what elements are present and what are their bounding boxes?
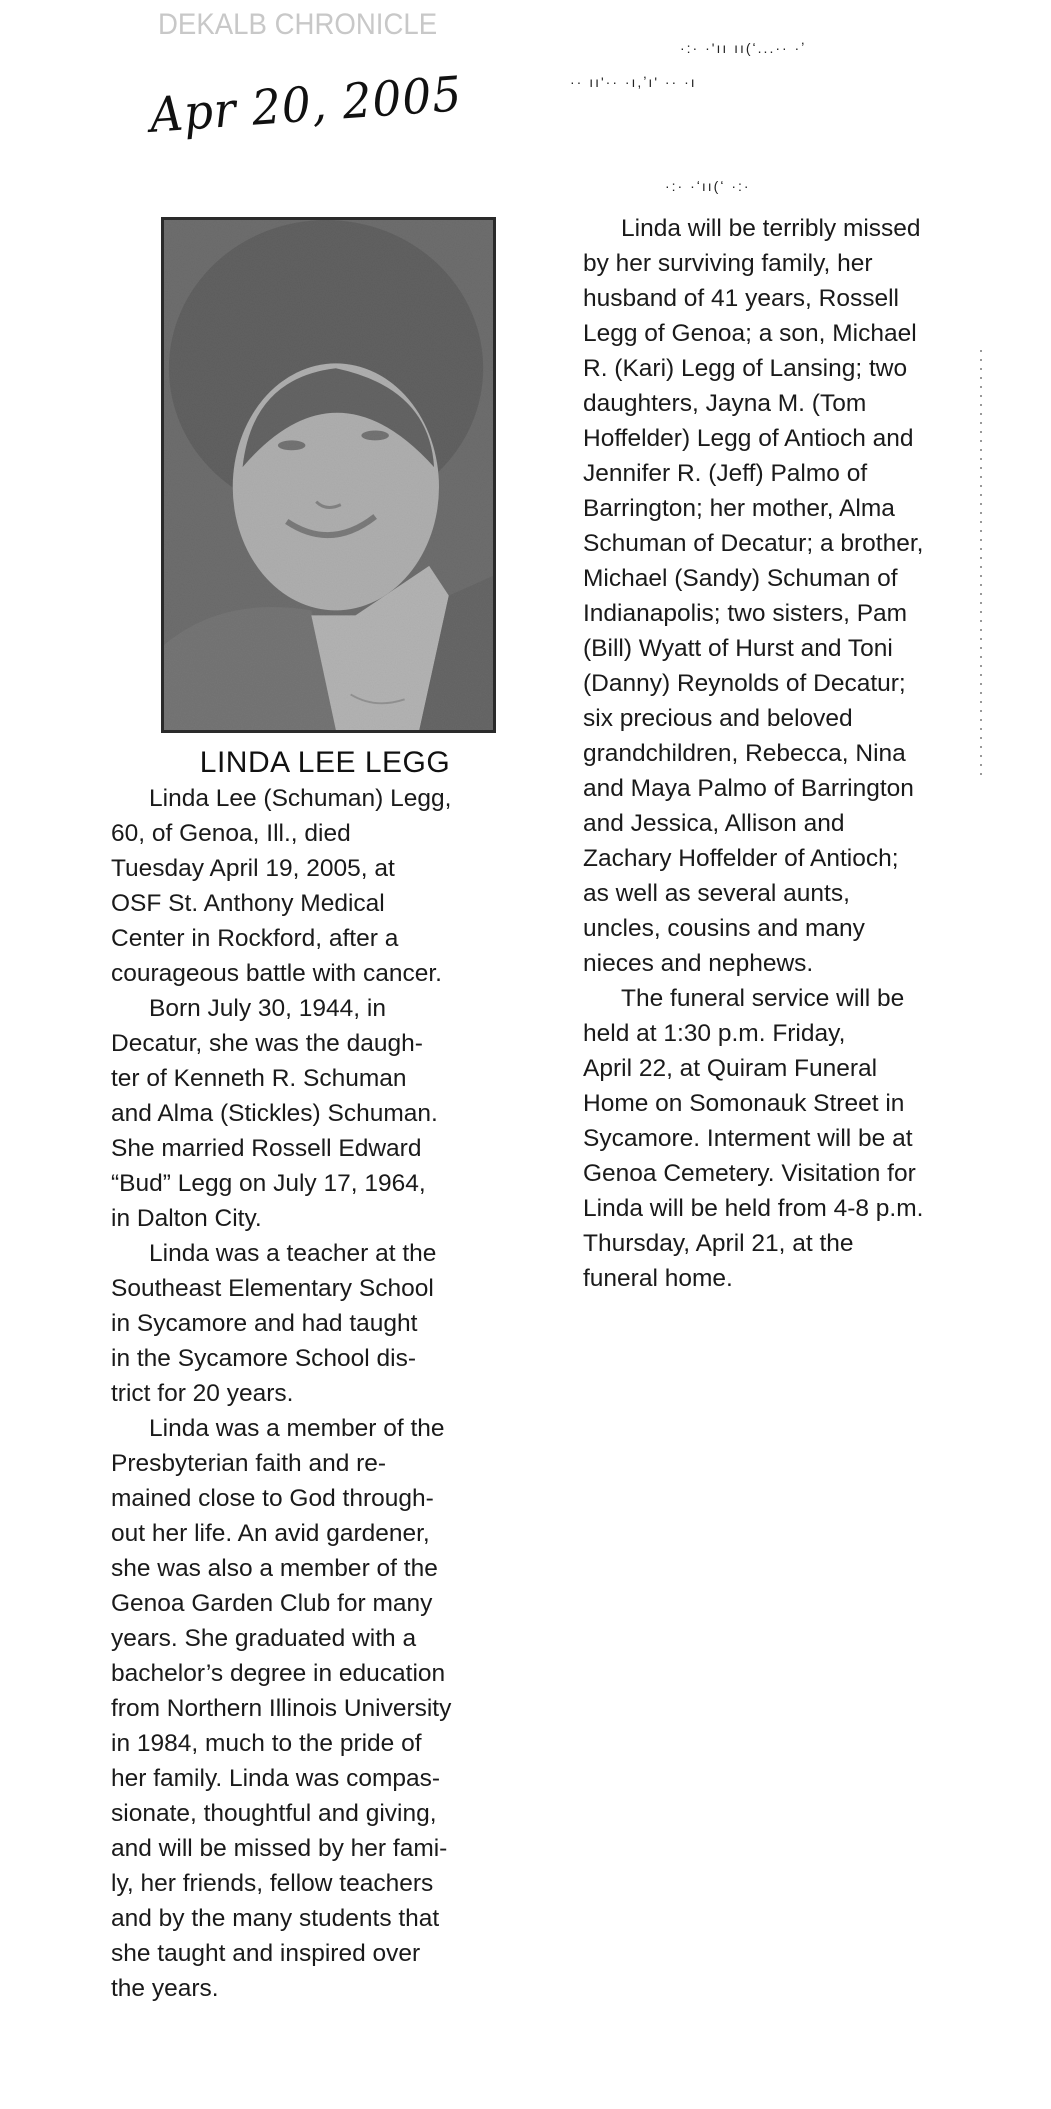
text-line: Sycamore. Interment will be at <box>583 1125 913 1152</box>
text-line: Indianapolis; two sisters, Pam <box>583 600 908 627</box>
text-line: nieces and nephews. <box>583 950 814 977</box>
text-line: and Jessica, Allison and <box>583 810 845 837</box>
text-line: Center in Rockford, after a <box>111 925 399 952</box>
text-line: Decatur, she was the daugh- <box>111 1030 423 1057</box>
text-line: Home on Somonauk Street in <box>583 1090 905 1117</box>
text-line: she was also a member of the <box>111 1555 438 1582</box>
text-line: April 22, at Quiram Funeral <box>583 1055 878 1082</box>
text-line: and Maya Palmo of Barrington <box>583 775 914 802</box>
text-line: (Danny) Reynolds of Decatur; <box>583 670 906 697</box>
text-line: ly, her friends, fellow teachers <box>111 1870 434 1897</box>
text-line: years. She graduated with a <box>111 1625 417 1652</box>
scan-noise: ·:· ·'ıı ıı(ʻ...·· ·ʼ <box>680 40 807 56</box>
text-line: courageous battle with cancer. <box>111 960 442 987</box>
text-line: and will be missed by her fami- <box>111 1835 448 1862</box>
text-line: Linda was a member of the <box>149 1415 445 1442</box>
text-line: uncles, cousins and many <box>583 915 865 942</box>
text-line: trict for 20 years. <box>111 1380 294 1407</box>
text-line: the years. <box>111 1975 219 2002</box>
text-line: Genoa Garden Club for many <box>111 1590 433 1617</box>
scan-noise: ·· ıı'·· ·ı,ʼı' ·· ·ı <box>570 74 697 90</box>
text-line: OSF St. Anthony Medical <box>111 890 385 917</box>
text-line: as well as several aunts, <box>583 880 850 907</box>
text-line: mained close to God through- <box>111 1485 434 1512</box>
text-line: The funeral service will be <box>621 985 905 1012</box>
text-line: she taught and inspired over <box>111 1940 421 1967</box>
text-line: out her life. An avid gardener, <box>111 1520 430 1547</box>
text-line: Genoa Cemetery. Visitation for <box>583 1160 916 1187</box>
text-line: six precious and beloved <box>583 705 853 732</box>
newspaper-masthead: DEKALB CHRONICLE <box>158 8 438 41</box>
text-line: in Dalton City. <box>111 1205 262 1232</box>
text-line: Linda will be terribly missed <box>621 215 921 242</box>
left-column <box>111 781 451 2006</box>
text-line: daughters, Jayna M. (Tom <box>583 390 867 417</box>
scan-margin-mark <box>980 350 982 780</box>
text-line: Legg of Genoa; a son, Michael <box>583 320 917 347</box>
text-line: and Alma (Stickles) Schuman. <box>111 1100 438 1127</box>
text-line: Born July 30, 1944, in <box>149 995 386 1022</box>
text-line: bachelor’s degree in education <box>111 1660 446 1687</box>
text-line: Linda Lee (Schuman) Legg, <box>149 785 452 812</box>
text-line: husband of 41 years, Rossell <box>583 285 899 312</box>
text-line: Tuesday April 19, 2005, at <box>111 855 395 882</box>
text-line: R. (Kari) Legg of Lansing; two <box>583 355 908 382</box>
text-line: and by the many students that <box>111 1905 440 1932</box>
text-line: ter of Kenneth R. Schuman <box>111 1065 407 1092</box>
text-line: funeral home. <box>583 1265 733 1292</box>
text-line: sionate, thoughtful and giving, <box>111 1800 437 1827</box>
text-line: in 1984, much to the pride of <box>111 1730 422 1757</box>
text-line: She married Rossell Edward <box>111 1135 422 1162</box>
text-line: Michael (Sandy) Schuman of <box>583 565 898 592</box>
text-line: in the Sycamore School dis- <box>111 1345 417 1372</box>
right-column <box>583 211 923 1296</box>
text-line: held at 1:30 p.m. Friday, <box>583 1020 846 1047</box>
text-line: Presbyterian faith and re- <box>111 1450 387 1477</box>
text-line: “Bud” Legg on July 17, 1964, <box>111 1170 426 1197</box>
portrait-photo <box>161 217 496 733</box>
handwritten-date: Apr 20, 2005 <box>148 66 465 144</box>
text-line: from Northern Illinois University <box>111 1695 452 1722</box>
text-line: Linda will be held from 4-8 p.m. <box>583 1195 924 1222</box>
text-line: Linda was a teacher at the <box>149 1240 437 1267</box>
text-line: grandchildren, Rebecca, Nina <box>583 740 906 767</box>
text-line: Schuman of Decatur; a brother, <box>583 530 924 557</box>
text-line: by her surviving family, her <box>583 250 873 277</box>
text-line: Barrington; her mother, Alma <box>583 495 895 522</box>
text-line: Jennifer R. (Jeff) Palmo of <box>583 460 868 487</box>
text-line: Zachary Hoffelder of Antioch; <box>583 845 899 872</box>
text-line: Hoffelder) Legg of Antioch and <box>583 425 914 452</box>
text-line: Thursday, April 21, at the <box>583 1230 854 1257</box>
text-line: (Bill) Wyatt of Hurst and Toni <box>583 635 893 662</box>
text-line: her family. Linda was compas- <box>111 1765 441 1792</box>
scan-noise: ·:· ·ʻıı(ʻ ·:· <box>665 178 751 194</box>
obituary-headline: LINDA LEE LEGG <box>199 746 451 779</box>
text-line: in Sycamore and had taught <box>111 1310 418 1337</box>
portrait-illustration <box>164 220 493 730</box>
text-line: 60, of Genoa, Ill., died <box>111 820 351 847</box>
text-line: Southeast Elementary School <box>111 1275 434 1302</box>
